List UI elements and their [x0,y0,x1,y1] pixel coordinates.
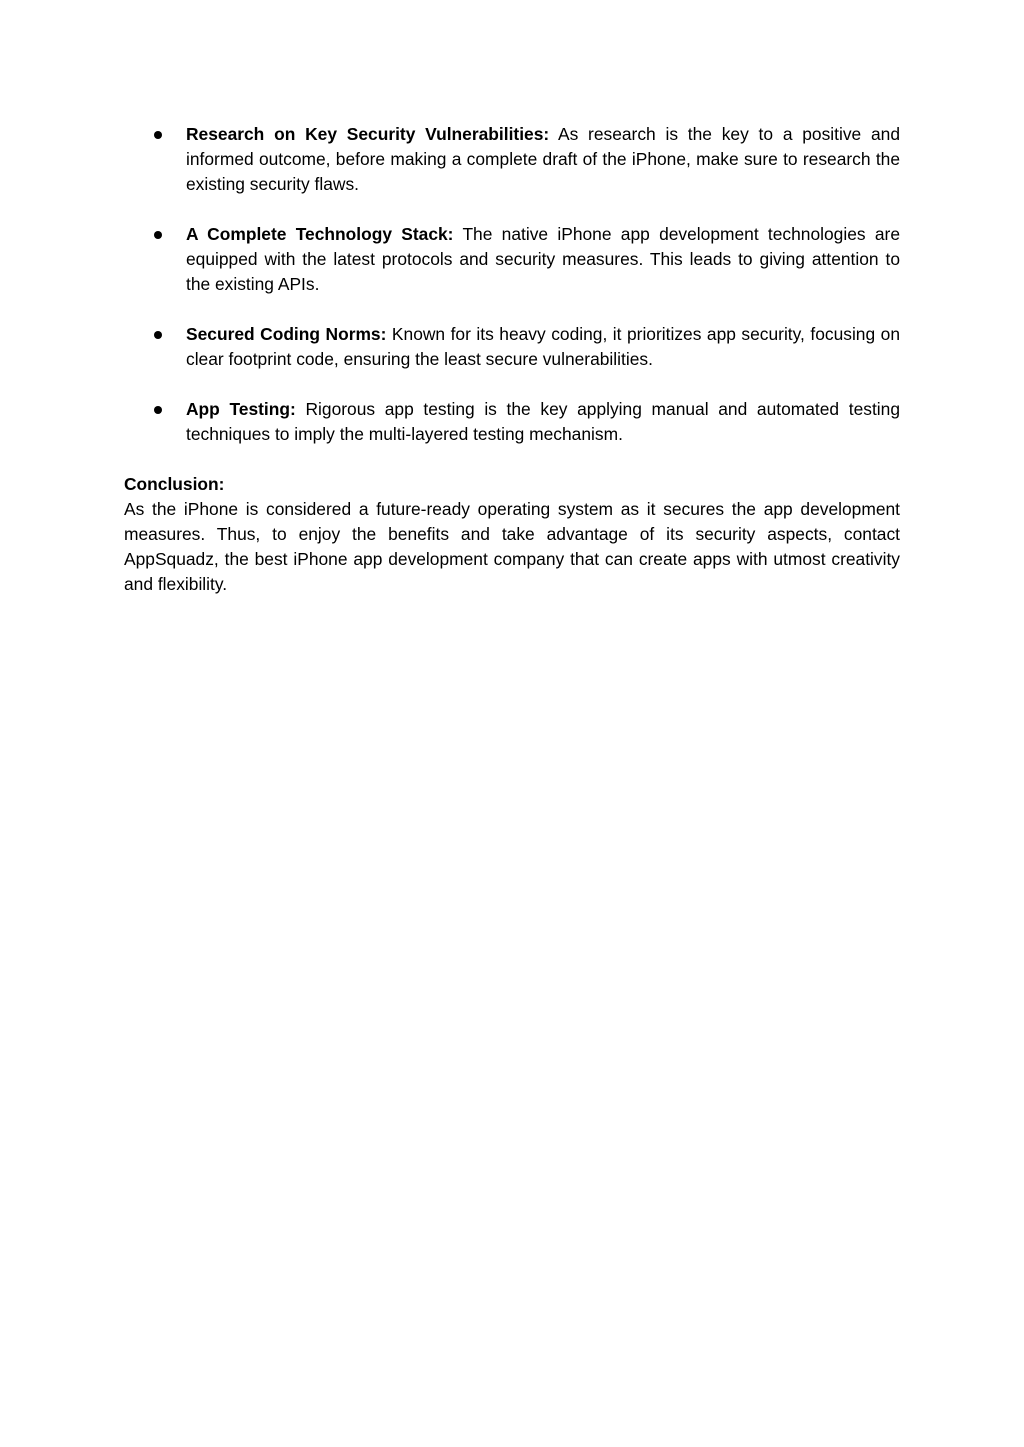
list-item [124,122,900,197]
bullet-icon [154,231,162,239]
list-item-title: A Complete Technology Stack: [186,224,454,244]
list-item [124,397,900,447]
bullet-icon [154,131,162,139]
conclusion-section [124,472,900,597]
document-page [124,122,900,597]
conclusion-heading: Conclusion: [124,474,225,494]
bullet-icon [154,406,162,414]
list-item-title: App Testing: [186,399,296,419]
list-item-text: Rigorous app testing is the key applying manual and automated testing techniques to imply the multi-layered testing mechanism. [186,399,900,444]
list-item-text: As research is the key to a positive and informed outcome, before making a complete draft of the iPhone, make sure to research the existing security flaws. [186,124,901,194]
bullet-icon [154,331,162,339]
list-item-title: Secured Coding Norms: [186,324,387,344]
list-item [124,322,900,372]
list-item [124,222,900,297]
list-item-title: Research on Key Security Vulnerabilities: [186,124,550,144]
bullet-list [124,122,900,447]
list-item-text: The native iPhone app development technologies are equipped with the latest protocols and security measures. This leads to giving attention to the existing APIs. [186,224,900,294]
conclusion-body: As the iPhone is considered a future-ready operating system as it secures the app development measures. Thus, to enjoy the benefits and take advantage of its security aspects, contact AppSquadz, the best iPhone app development company that can create apps with utmost creativity and flexibility. [124,499,900,594]
list-item-text: Known for its heavy coding, it prioritizes app security, focusing on clear footprint code, ensuring the least secure vulnerabilities. [186,324,900,369]
